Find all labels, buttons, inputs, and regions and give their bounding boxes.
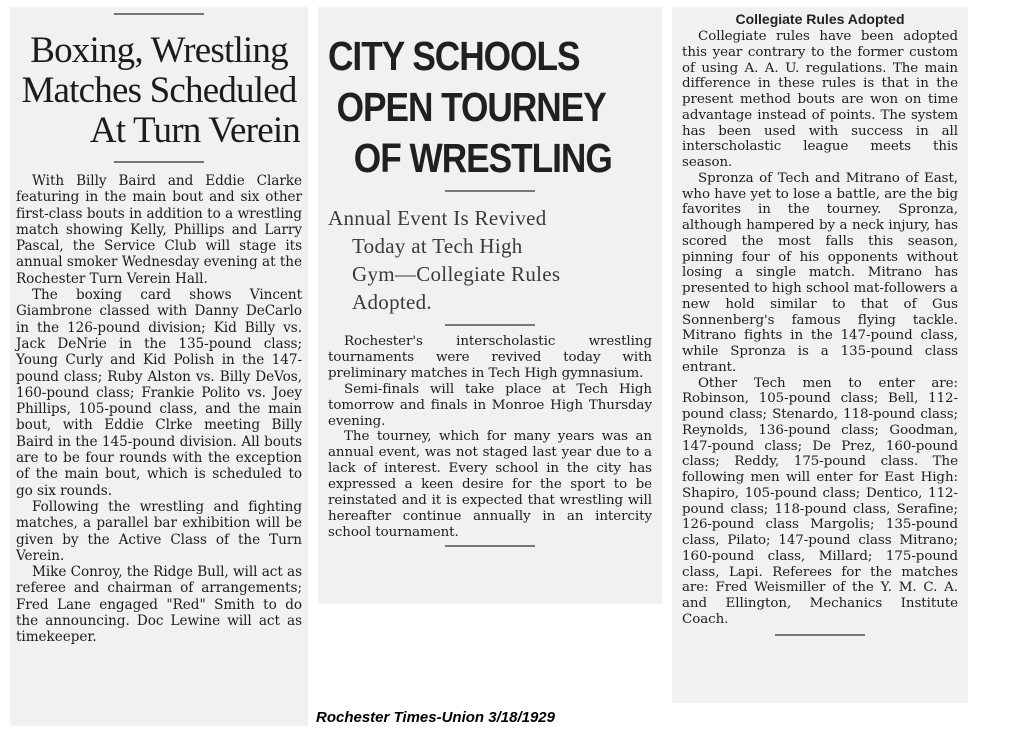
deck-line: Adopted. xyxy=(352,290,432,314)
paragraph: The boxing card shows Vincent Giambrone classed with Danny DeCarlo in the 126-pound division; Kid Billy vs. Jack DeNrie in the 135-pound class; Young Curly and Kid Polish in the 147-pound class; Ruby Alston vs. Billy DeVos, 160-pound class; Frankie Polito vs. Joey Phillips, 105-pound class, and the main bout, with Eddie Clrke meeting Billy Baird in the 145-pound division. All bouts are to be four rounds with the exception of the main bout, which is scheduled to go six rounds. xyxy=(16,287,302,499)
article-body xyxy=(16,173,302,646)
paragraph: Other Tech men to enter are: Robinson, 105-pound class; Bell, 112-pound class; Stenardo, 118-pound class; Reynolds, 136-pound class; Goodman, 147-pound class; De Prez, 160-pound class; Reddy, 175-pound class. The following men will enter for East High: Shapiro, 105-pound class; Dentico, 112-pound class; 118-pound class, Serafine; 126-pound class Margolis; 135-pound class, Pilato; 147-pound class Mitrano; 160-pound class, Millard; 175-pound class, Lapi. Referees for the matches are: Fred Weismiller of the Y. M. C. A. and Ellington, Mechanics Institute Coach. xyxy=(682,375,958,627)
bottom-divider xyxy=(445,545,535,547)
headline-divider xyxy=(114,161,204,163)
paragraph: The tourney, which for many years was an annual event, was not staged last year due to a lack of interest. Every school in the city has expressed a keen desire for the sport to be reinstated and it is expected that wrestling will hereafter continue annually in an intercity school tournament. xyxy=(328,429,652,540)
deck-line: Gym—Collegiate Rules xyxy=(352,262,561,286)
article-body xyxy=(682,29,958,628)
headline-boxing xyxy=(16,31,302,151)
paragraph: Semi-finals will take place at Tech High tomorrow and finals in Monroe High Thursday evening. xyxy=(328,381,652,429)
headline-line: Matches Scheduled xyxy=(21,70,297,111)
article-boxing-wrestling xyxy=(10,7,308,726)
article-body xyxy=(328,334,652,541)
article-collegiate-rules xyxy=(672,7,968,703)
deck-divider xyxy=(445,324,535,326)
headline-line: At Turn Verein xyxy=(89,110,300,151)
paragraph: Collegiate rules have been adopted this year contrary to the former custom of using A. A. U. regulations. The main difference in these rules is that in the present method bouts are won on time advantage instead of points. The system has been used with success in all interscholastic league meets this season. xyxy=(682,29,958,170)
paragraph: Spronza of Tech and Mitrano of East, who have yet to lose a battle, are the big favorites in the tourney. Spronza, although hampered by a neck injury, has scored the most falls this season, pinning four of his opponents without losing a single match. Mitrano has presented to high school mat-followers a new hold similar to that of Gus Sonnenberg's famous flying tackle. Mitrano fights in the 147-pound class, while Spronza is a 135-pound class entrant. xyxy=(682,170,958,375)
paragraph: With Billy Baird and Eddie Clarke featuring in the main bout and six other first-class bouts in addition to a wrestling match showing Kelly, Phillips and Larry Pascal, the Service Club will stage its annual smoker Wednesday evening at the Rochester Turn Verein Hall. xyxy=(16,173,302,287)
headline-city-schools xyxy=(328,31,655,184)
deck xyxy=(328,204,652,316)
headline-line: OF WRESTLING xyxy=(353,135,612,181)
headline-divider xyxy=(445,190,535,192)
deck-line: Annual Event Is Revived xyxy=(328,206,547,230)
paragraph: Rochester's interscholastic wrestling tournaments were revived today with preliminary matches in Tech High gymnasium. xyxy=(328,334,652,381)
paragraph: Following the wrestling and fighting matches, a parallel bar exhibition will be given by the Active Class of the Turn Verein. xyxy=(16,498,302,564)
deck-line: Today at Tech High xyxy=(352,234,523,258)
subhead: Collegiate Rules Adopted xyxy=(735,11,905,27)
top-divider xyxy=(114,13,204,15)
source-credit: Rochester Times-Union 3/18/1929 xyxy=(316,709,555,726)
paragraph: Mike Conroy, the Ridge Bull, will act as referee and chairman of arrangements; Fred Lane engaged "Red" Smith to do the announcing. Doc Lewine will act as timekeeper. xyxy=(16,564,303,646)
headline-line: OPEN TOURNEY xyxy=(336,84,606,130)
headline-line: Boxing, Wrestling xyxy=(30,30,288,71)
article-city-schools xyxy=(318,7,662,604)
bottom-divider xyxy=(775,634,865,636)
headline-line: CITY SCHOOLS xyxy=(328,33,580,79)
